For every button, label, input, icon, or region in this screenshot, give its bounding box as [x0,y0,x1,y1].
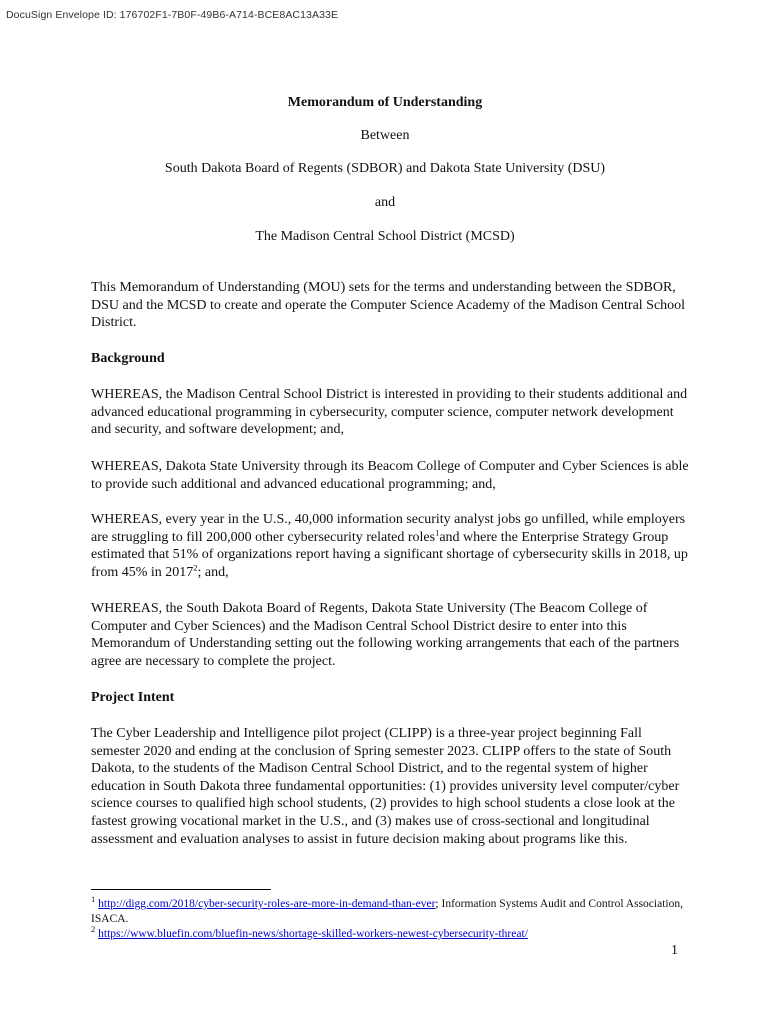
footnote-1-text: ; Information Systems Audit and Control Association, ISACA. [91,898,683,925]
whereas-3-text-c: ; and, [197,564,229,580]
footnote-1 [91,894,691,927]
page-number: 1 [671,943,678,958]
whereas-3-text-b: and where the Enterprise Strategy Group estimated that 51% of organizations report having a significant shortage of cybersecurity skills in 2018, up from 45% in 2017 [91,529,688,580]
whereas-paragraph-4: WHEREAS, the South Dakota Board of Regents, Dakota State University (The Beacom College of Computer and Cyber Sciences) and the Madison Central School District desire to enter into this Memorandum of Understanding setting out the following working arrangements that each of the partners agree are necessary to complete the project. [91,601,680,669]
docusign-envelope-id: DocuSign Envelope ID: 176702F1-7B0F-49B6-A714-BCE8AC13A33E [6,9,339,21]
project-intent-heading: Project Intent [91,690,175,705]
footnote-1-number: 1 [91,894,96,905]
party-one: South Dakota Board of Regents (SDBOR) and Dakota State University (DSU) [164,161,606,176]
footnote-ref-1: 1 [435,526,440,537]
footnote-1-link[interactable]: http://digg.com/2018/cyber-security-roles-are-more-in-demand-than-ever [98,898,436,910]
footnote-ref-2: 2 [193,562,198,573]
between-label: Between [360,128,410,143]
footnote-2 [91,924,691,942]
whereas-paragraph-1: WHEREAS, the Madison Central School District is interested in providing to their students additional and advanced educational programming in cybersecurity, computer science, computer network development and security, and software development; and, [91,387,688,438]
whereas-paragraph-3 [91,511,691,581]
footnote-divider [91,889,271,890]
document-title: Memorandum of Understanding [287,95,483,110]
footnote-2-number: 2 [91,924,96,935]
background-heading: Background [91,351,165,366]
project-intent-paragraph: The Cyber Leadership and Intelligence pilot project (CLIPP) is a three-year project beginning Fall semester 2020 and ending at the conclusion of Spring semester 2023. CLIPP offers to the state of South Dakota, to the students of the Madison Central School District, and to the regental system of higher education in South Dakota three fundamental opportunities: (1) provides university level computer/cyber science courses to qualified high school students, (2) provides to high school students a close look at the fastest growing vocational market in the U.S., and (3) makes use of cross-sectional and longitudinal assessment and evaluation analyses to assist in future decision making about programs like this. [91,726,680,847]
party-two: The Madison Central School District (MCSD) [255,229,515,244]
whereas-paragraph-2: WHEREAS, Dakota State University through its Beacom College of Computer and Cyber Sciences is able to provide such additional and advanced educational programming; and, [91,459,689,492]
footnote-2-link[interactable]: https://www.bluefin.com/bluefin-news/shortage-skilled-workers-newest-cybersecurity-threat/ [98,928,528,940]
intro-paragraph: This Memorandum of Understanding (MOU) sets for the terms and understanding between the SDBOR, DSU and the MCSD to create and operate the Computer Science Academy of the Madison Central School District. [91,280,686,331]
whereas-3-text-a: WHEREAS, every year in the U.S., 40,000 information security analyst jobs go unfilled, while employers are struggling to fill 200,000 other cybersecurity related roles [91,512,686,545]
and-label: and [374,195,396,210]
